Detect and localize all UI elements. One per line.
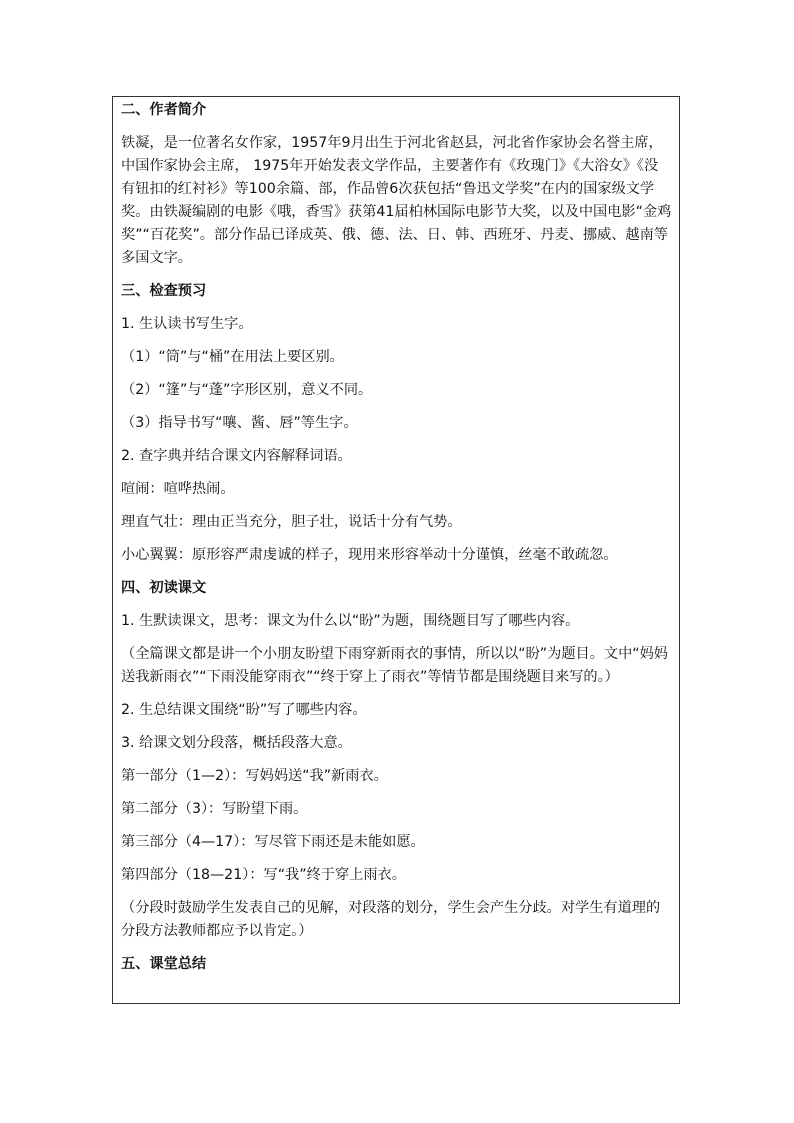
section-heading-author: 二、作者简介 — [121, 102, 207, 118]
lesson-plan-table-cell — [112, 96, 680, 1004]
preview-item-1: 1. 生认读书写生字。 — [121, 316, 253, 332]
preview-subitem-1: （1）“筒”与“桶”在用法上要区别。 — [121, 349, 344, 365]
preview-subitem-3: （3）指导书写“嚷、酱、唇”等生字。 — [121, 415, 358, 431]
reading-item-2: 2. 生总结课文围绕“盼”写了哪些内容。 — [121, 702, 367, 718]
preview-item-2: 2. 查字典并结合课文内容解释词语。 — [121, 448, 352, 464]
part-3: 第三部分（4—17）：写尽管下雨还是未能如愿。 — [121, 834, 425, 850]
reading-item-3: 3. 给课文划分段落，概括段落大意。 — [121, 735, 352, 751]
preview-subitem-2: （2）“篷”与“蓬”字形区别，意义不同。 — [121, 382, 373, 398]
part-1: 第一部分（1—2）：写妈妈送“我”新雨衣。 — [121, 768, 388, 784]
author-intro-paragraph: 铁凝，是一位著名女作家，1957年9月出生于河北省赵县，河北省作家协会名誉主席，中国作家协会主席， 1975年开始发表文学作品，主要著作有《玫瑰门》《大浴女》《没有钮扣的红衬衫》等100余篇、部，作品曾6次获包括“鲁迅文学奖”在内的国家级文学奖。由铁凝编剧的电影《哦，香雪》获第41届柏林国际电影节大奖，以及中国电影“金鸡奖”“百花奖”。部分作品已译成英、俄、德、法、日、韩、西班牙、丹麦、挪威、越南等多国文字。 — [121, 135, 672, 266]
section-heading-reading: 四、初读课文 — [121, 580, 207, 596]
part-4: 第四部分（18—21）：写“我”终于穿上雨衣。 — [121, 867, 406, 883]
word-definition-3: 小心翼翼：原形容严肃虔诚的样子，现用来形容举动十分谨慎，丝毫不敢疏忽。 — [121, 547, 618, 563]
word-definition-2: 理直气壮：理由正当充分，胆子壮，说话十分有气势。 — [121, 514, 462, 530]
reading-answer-1: （全篇课文都是讲一个小朋友盼望下雨穿新雨衣的事情，所以以“盼”为题目。文中“妈妈送我新雨衣”“下雨没能穿雨衣”“终于穿上了雨衣”等情节都是围绕题目来写的。） — [121, 646, 668, 685]
reading-note: （分段时鼓励学生发表自己的见解，对段落的划分，学生会产生分歧。对学生有道理的分段方法教师都应予以肯定。） — [121, 900, 661, 939]
word-definition-1: 喧闹：喧哗热闹。 — [121, 481, 235, 497]
part-2: 第二部分（3）：写盼望下雨。 — [121, 801, 308, 817]
section-heading-preview: 三、检查预习 — [121, 283, 207, 299]
reading-item-1: 1. 生默读课文，思考：课文为什么以“盼”为题，围绕题目写了哪些内容。 — [121, 613, 580, 629]
section-heading-summary: 五、课堂总结 — [121, 956, 207, 972]
